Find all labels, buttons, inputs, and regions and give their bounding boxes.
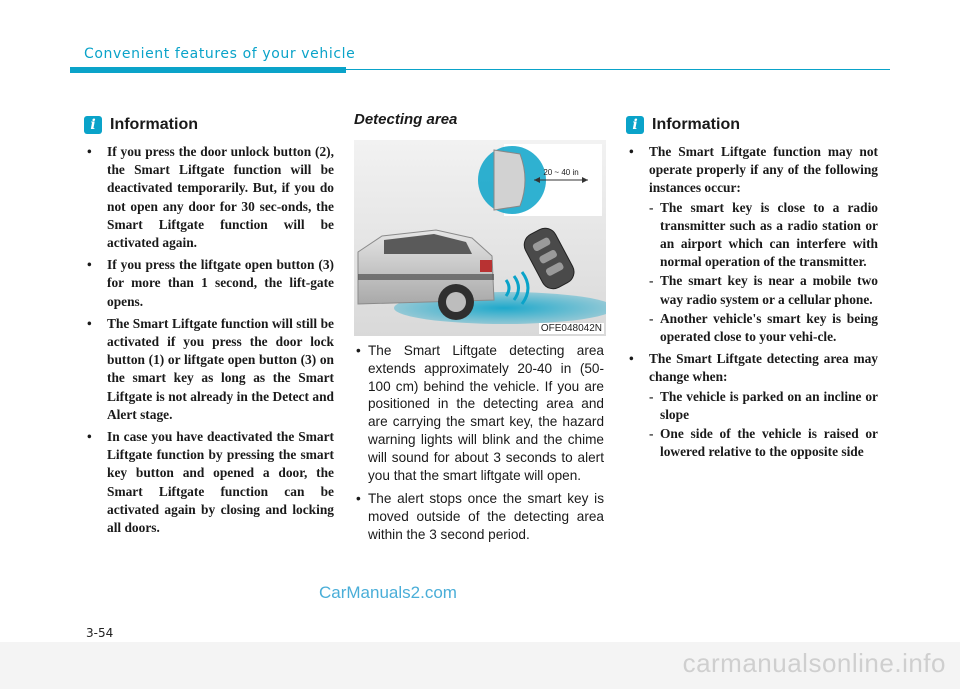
list-item [626, 143, 878, 346]
section-title: Detecting area [354, 111, 458, 128]
footer-watermark: carmanualsonline.info [682, 648, 946, 678]
range-label: 20 ~ 40 in [543, 168, 579, 177]
list-item: • The alert stops once the smart key is moved outside of the detecting area within the 3 second period. [354, 490, 604, 543]
watermark-link[interactable]: CarManuals2.com [319, 583, 457, 602]
sub-item-text: The vehicle is parked on an incline or slope [660, 388, 878, 422]
sub-item-text: Another vehicle's smart key is being operated close to your vehi-cle. [660, 310, 878, 345]
list-item: • The Smart Liftgate function will still be activated if you press the door lock button (1) or liftgate open button (3) on the smart key as long as the Smart Liftgate is not already in the Detect and Alert stage. [84, 315, 334, 424]
header-rule [346, 69, 890, 70]
sub-item-text: The smart key is close to a radio transmitter such as a radio station or an airport which can interfere with normal operation of the transmitter. [660, 199, 878, 270]
list-item: • The Smart Liftgate detecting area extends approximately 20-40 in (50-100 cm) behind the vehicle. If you are positioned in the detecting area and are carrying the smart key, the hazard warning lights will blink and the chime will sound for about 3 seconds to alert you that the smart liftgate will open. [354, 342, 604, 484]
sub-list [649, 388, 878, 462]
right-column [626, 143, 878, 465]
list-item: • If you press the door unlock button (2), the Smart Liftgate function will be deactivated temporarily. But, if you do not open any door for 30 sec-onds, the Smart Liftgate function will be activated again. [84, 143, 334, 252]
sub-list-item: - One side of the vehicle is raised or lowered relative to the opposite side [649, 426, 878, 460]
section-header-title: Convenient features of your vehicle [84, 46, 356, 62]
left-column [84, 143, 334, 541]
middle-column [354, 342, 604, 550]
page-number: 3-54 [86, 626, 114, 640]
sub-list-item: - The vehicle is parked on an incline or slope [649, 388, 878, 422]
sub-item-text: The smart key is near a mobile two way radio system or a cellular phone. [660, 273, 878, 307]
detecting-area-illustration [354, 140, 606, 336]
list-item: • If you press the liftgate open button (3) for more than 1 second, the lift-gate opens. [84, 256, 334, 311]
info-title: Information [110, 116, 198, 133]
sub-list-item: - Another vehicle's smart key is being operated close to your vehi-cle. [649, 310, 878, 345]
sub-item-text: One side of the vehicle is raised or lowered relative to the opposite side [660, 426, 878, 460]
sub-list-item: - The smart key is close to a radio transmitter such as a radio station or an airport which can interfere with normal operation of the transmitter. [649, 199, 878, 270]
sub-list [649, 199, 878, 347]
right-bullet-list [626, 143, 878, 461]
list-item [626, 350, 878, 461]
info-title: Information [652, 116, 740, 133]
bullet-text: The Smart Liftgate function may not operate properly if any of the following instances occur: [649, 144, 878, 196]
right-info-heading [626, 116, 740, 134]
left-info-heading [84, 116, 198, 134]
figure-code: OFE048042N [540, 323, 602, 334]
info-icon: i [84, 116, 102, 134]
left-bullet-list [84, 143, 334, 537]
middle-bullet-list [354, 342, 604, 544]
detecting-area-figure [354, 140, 606, 336]
bullet-text: The Smart Liftgate detecting area may change when: [649, 351, 878, 385]
header-accent-bar [70, 67, 346, 73]
sub-list-item: - The smart key is near a mobile two way radio system or a cellular phone. [649, 273, 878, 307]
list-item: • In case you have deactivated the Smart Liftgate function by pressing the smart key button and opened a door, the Smart Liftgate function can be activated again by closing and locking all doors. [84, 428, 334, 537]
info-icon: i [626, 116, 644, 134]
